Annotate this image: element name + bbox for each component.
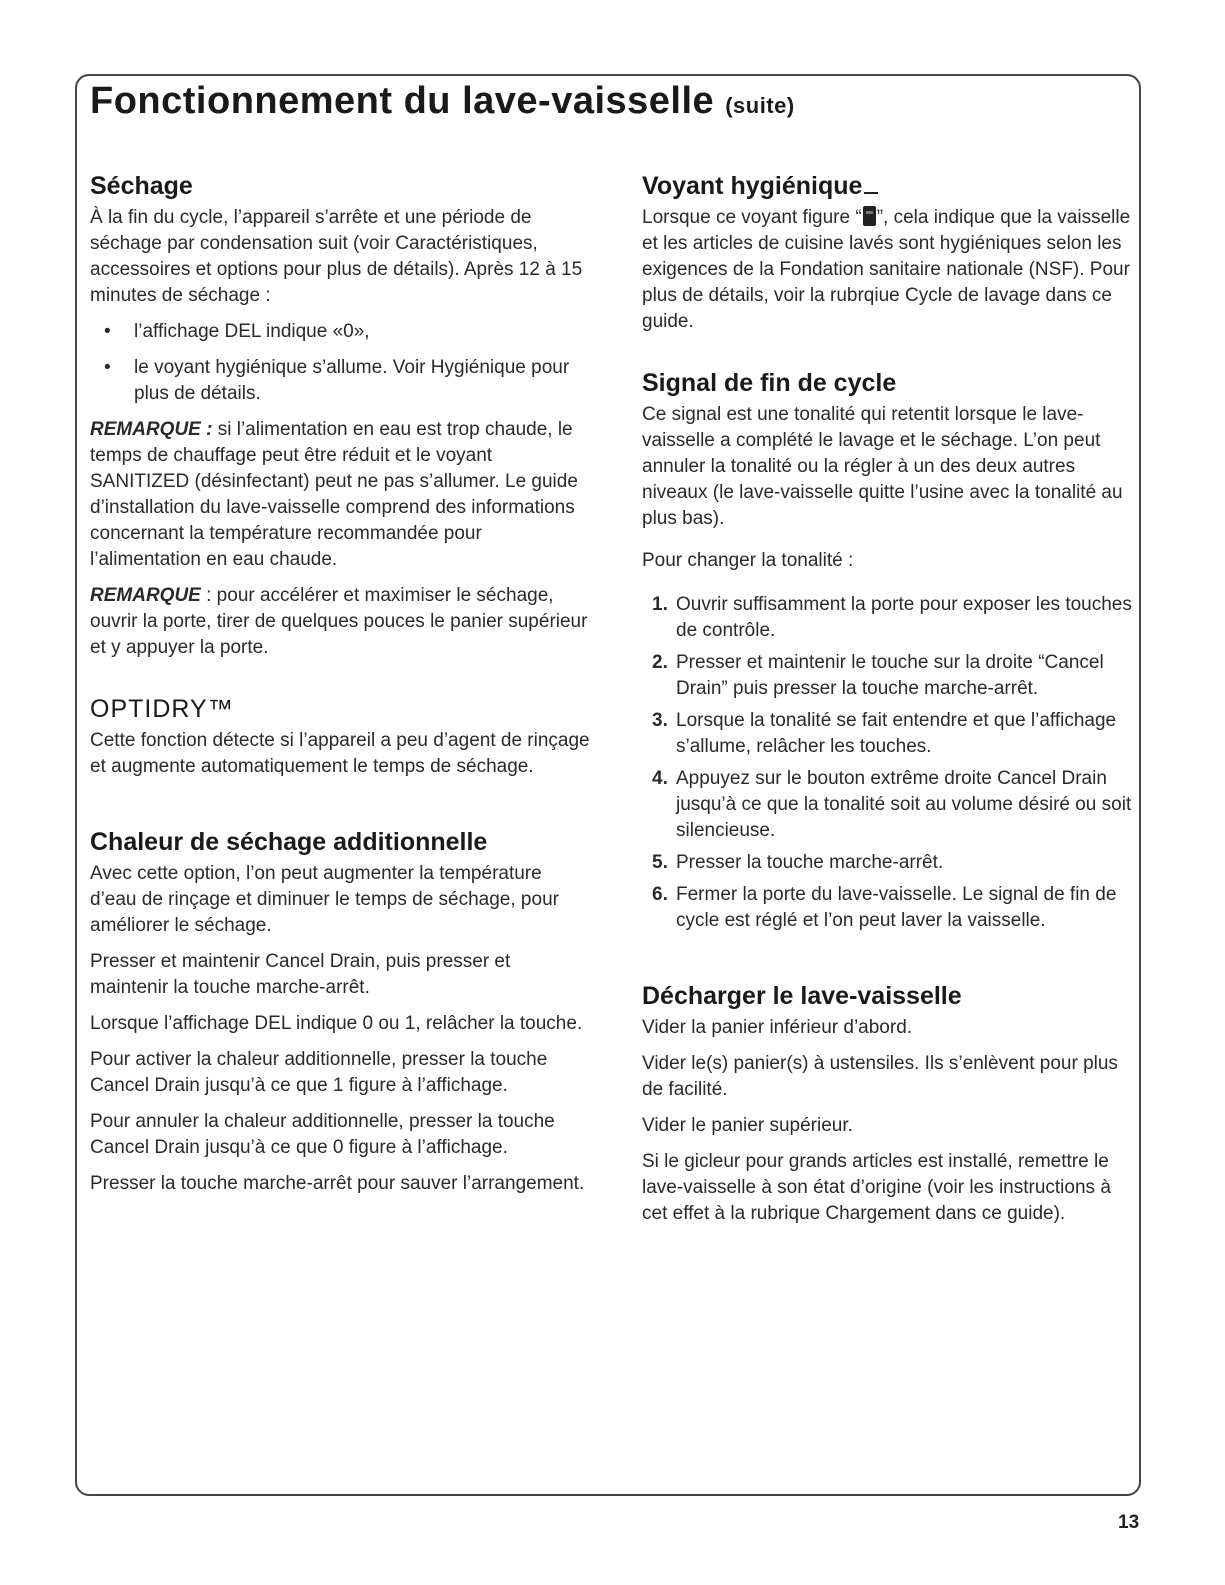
decharger-paragraph: Vider le(s) panier(s) à ustensiles. Ils s’enlèvent pour plus de facilité. [642,1053,1118,1100]
section-chaleur [90,826,590,1197]
note-text: : pour accélérer et maximiser le séchage, ouvrir la porte, tirer de quelques pouces le panier supérieur et y appuyer la porte. [90,585,588,658]
page-number: 13 [1118,1512,1140,1533]
step-text: Presser la touche marche-arrêt. [676,852,944,873]
signal-lead: Pour changer la tonalité : [642,550,854,571]
chaleur-paragraph: Pour activer la chaleur additionnelle, presser la touche Cancel Drain jusqu’à ce que 1 figure à l’affichage. [90,1049,548,1096]
left-column [90,170,590,1207]
voyant-text-before: Lorsque ce voyant figure “ [642,207,862,228]
voyant-text-after: ”, cela indique que la vaisselle et les articles de cuisine lavés sont hygiéniques selon les exigences de la Fondation sanitaire nationale (NSF). Pour plus de détails, voir la rubrqiue Cycle de lavage dans ce guide. [642,207,1131,332]
decharger-paragraph: Vider la panier inférieur d’abord. [642,1017,913,1038]
bullet-item: • le voyant hygiénique s’allume. Voir Hygiénique pour plus de détails. [90,355,590,407]
heading-sechage: Séchage [90,172,193,200]
step-number: 2. [652,652,668,673]
step-item [642,766,1132,844]
step-text: Fermer la porte du lave-vaisselle. Le signal de fin de cycle est réglé et l’on peut laver la vaisselle. [676,884,1117,931]
heading-chaleur: Chaleur de séchage additionnelle [90,828,488,856]
step-number: 3. [652,710,668,731]
chaleur-paragraph: Lorsque l’affichage DEL indique 0 ou 1, relâcher la touche. [90,1013,583,1034]
voyant-text [642,205,1132,335]
section-signal [642,367,1132,934]
page-title [90,80,795,123]
note-text: si l’alimentation en eau est trop chaude, le temps de chauffage peut être réduit et le voyant SANITIZED (désinfectant) peut ne pas s’allumer. Le guide d’installation du lave-vaisselle comprend des informations concernant la température recommandée pour l’alimentation en eau chaude. [90,419,578,570]
step-text: Appuyez sur le bouton extrême droite Cancel Drain jusqu’à ce que la tonalité soit au volume désiré ou soit silencieuse. [676,768,1132,841]
heading-signal: Signal de fin de cycle [642,369,897,397]
sechage-note-1 [90,417,590,573]
chaleur-paragraph: Presser et maintenir Cancel Drain, puis presser et maintenir la touche marche-arrêt. [90,951,511,998]
optidry-text: Cette fonction détecte si l’appareil a peu d’agent de rinçage et augmente automatiquement le temps de séchage. [90,730,590,777]
signal-intro: Ce signal est une tonalité qui retentit lorsque le lave-vaisselle a complété le lavage et le séchage. L’on peut annuler la tonalité ou la régler à un des deux autres niveaux (le lave-vaisselle quitte l’usine avec la tonalité au plus bas). [642,404,1123,529]
step-text: Ouvrir suffisamment la porte pour exposer les touches de contrôle. [676,594,1132,641]
chaleur-paragraph: Avec cette option, l’on peut augmenter la température d’eau de rinçage et diminuer le temps de séchage, pour améliorer le séchage. [90,863,559,936]
heading-voyant [642,170,1132,202]
step-item [642,882,1132,934]
step-item [642,850,1132,876]
step-number: 5. [652,852,668,873]
chaleur-paragraph: Presser la touche marche-arrêt pour sauver l’arrangement. [90,1173,585,1194]
note-label: REMARQUE : [90,419,213,440]
chaleur-paragraph: Pour annuler la chaleur additionnelle, presser la touche Cancel Drain jusqu’à ce que 0 figure à l’affichage. [90,1111,555,1158]
step-number: 4. [652,768,668,789]
section-sechage [90,170,590,661]
decharger-paragraph: Vider le panier supérieur. [642,1115,853,1136]
step-item [642,708,1132,760]
sechage-intro: À la fin du cycle, l’appareil s’arrête et une période de séchage par condensation suit (voir Caractéristiques, accessoires et options pour plus de détails). Après 12 à 15 minutes de séchage : [90,207,583,306]
step-number: 1. [652,594,668,615]
sechage-note-2 [90,583,590,661]
right-column [642,170,1132,1237]
sechage-bullets [90,319,590,407]
bullet-item: • l’affichage DEL indique «0», [90,319,590,345]
signal-steps [642,592,1132,934]
sanitized-indicator-icon [863,206,876,226]
step-item [642,650,1132,702]
section-decharger [642,980,1132,1227]
page-title-text: Fonctionnement du lave-vaisselle [90,80,715,122]
page-title-suffix: (suite) [725,93,795,118]
decharger-paragraph: Si le gicleur pour grands articles est installé, remettre le lave-vaisselle à son état d’origine (voir les instructions à cet effet à la rubrique Chargement dans ce guide). [642,1151,1111,1224]
step-number: 6. [652,884,668,905]
heading-voyant-text: Voyant hygiénique [642,172,863,200]
step-text: Presser et maintenir le touche sur la droite “Cancel Drain” puis presser la touche marche-arrêt. [676,652,1104,699]
underscore-icon [864,182,878,194]
section-voyant [642,170,1132,335]
step-text: Lorsque la tonalité se fait entendre et que l’affichage s’allume, relâcher les touches. [676,710,1117,757]
step-item [642,592,1132,644]
heading-decharger: Décharger le lave-vaisselle [642,982,962,1010]
note-label: REMARQUE [90,585,201,606]
heading-optidry: OPTIDRY™ [90,695,234,723]
section-optidry [90,693,590,780]
